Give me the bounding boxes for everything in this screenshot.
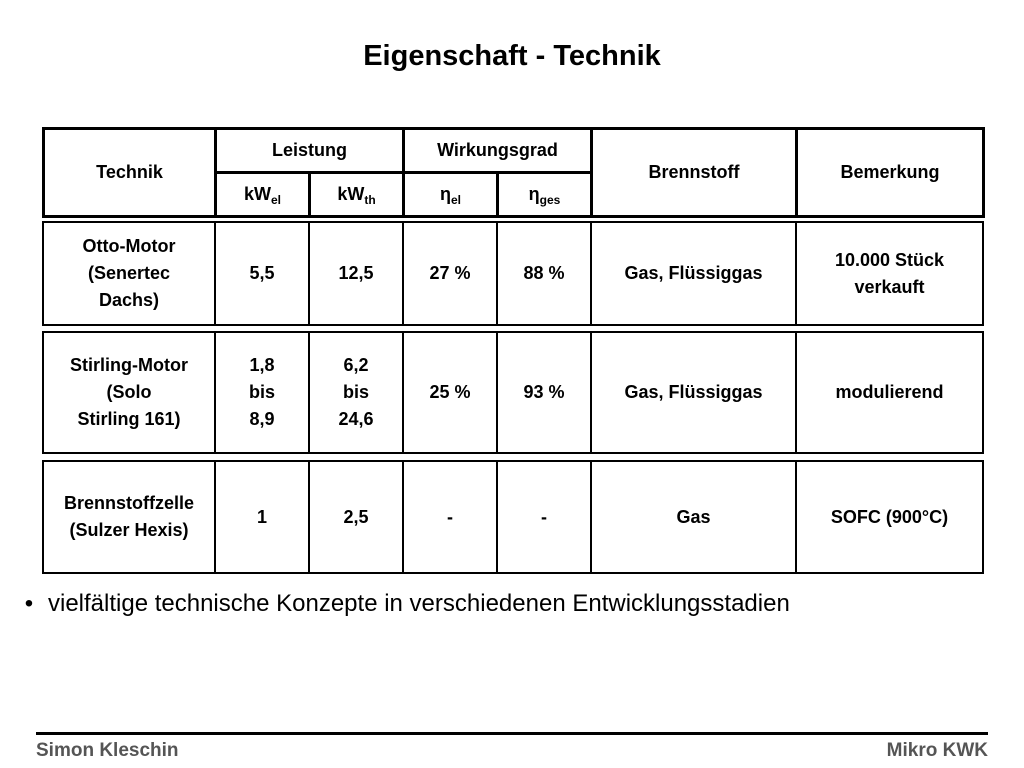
cell-kwth: 2,5 [309, 461, 403, 573]
cell-bemerkung: 10.000 Stück verkauft [796, 222, 983, 325]
footer-author: Simon Kleschin [36, 740, 179, 761]
cell-bemerkung: SOFC (900°C) [796, 461, 983, 573]
bullet-item [10, 590, 790, 618]
cell-kwel: 1,8 bis 8,9 [215, 332, 309, 453]
cell-technik: Otto-Motor (Senertec Dachs) [43, 222, 215, 325]
cell-etael: 27 % [403, 222, 497, 325]
cell-brennstoff: Gas, Flüssiggas [591, 332, 796, 453]
table-row [42, 221, 984, 326]
cell-technik: Stirling-Motor (Solo Stirling 161) [43, 332, 215, 453]
header-brennstoff: Brennstoff [592, 129, 797, 217]
cell-technik: Brennstoffzelle (Sulzer Hexis) [43, 461, 215, 573]
table-row [42, 331, 984, 454]
footer-divider [36, 732, 988, 735]
cell-etages: 93 % [497, 332, 591, 453]
bullet-text: vielfältige technische Konzepte in verschiedenen Entwicklungsstadien [48, 590, 790, 617]
cell-etael: - [403, 461, 497, 573]
bullet-icon: • [24, 590, 34, 617]
header-leistung: Leistung [216, 129, 404, 173]
cell-bemerkung: modulierend [796, 332, 983, 453]
header-table [42, 127, 985, 218]
cell-etages: 88 % [497, 222, 591, 325]
cell-kwth: 6,2 bis 24,6 [309, 332, 403, 453]
cell-etages: - [497, 461, 591, 573]
cell-kwth: 12,5 [309, 222, 403, 325]
header-etages: $\eta_{ges}$ [498, 173, 592, 217]
header-bemerkung: Bemerkung [797, 129, 984, 217]
footer-topic: Mikro KWK [886, 740, 988, 761]
cell-etael: 25 % [403, 332, 497, 453]
page-title: Eigenschaft - Technik [363, 40, 661, 72]
header-etael: $\eta_{el}$ [404, 173, 498, 217]
header-technik: Technik [44, 129, 216, 217]
header-kwth: $kW_{th}$ [310, 173, 404, 217]
cell-kwel: 5,5 [215, 222, 309, 325]
cell-brennstoff: Gas [591, 461, 796, 573]
header-kwel: $kW_{el}$ [216, 173, 310, 217]
cell-kwel: 1 [215, 461, 309, 573]
header-wirkungsgrad: Wirkungsgrad [404, 129, 592, 173]
table-row [42, 460, 984, 574]
cell-brennstoff: Gas, Flüssiggas [591, 222, 796, 325]
